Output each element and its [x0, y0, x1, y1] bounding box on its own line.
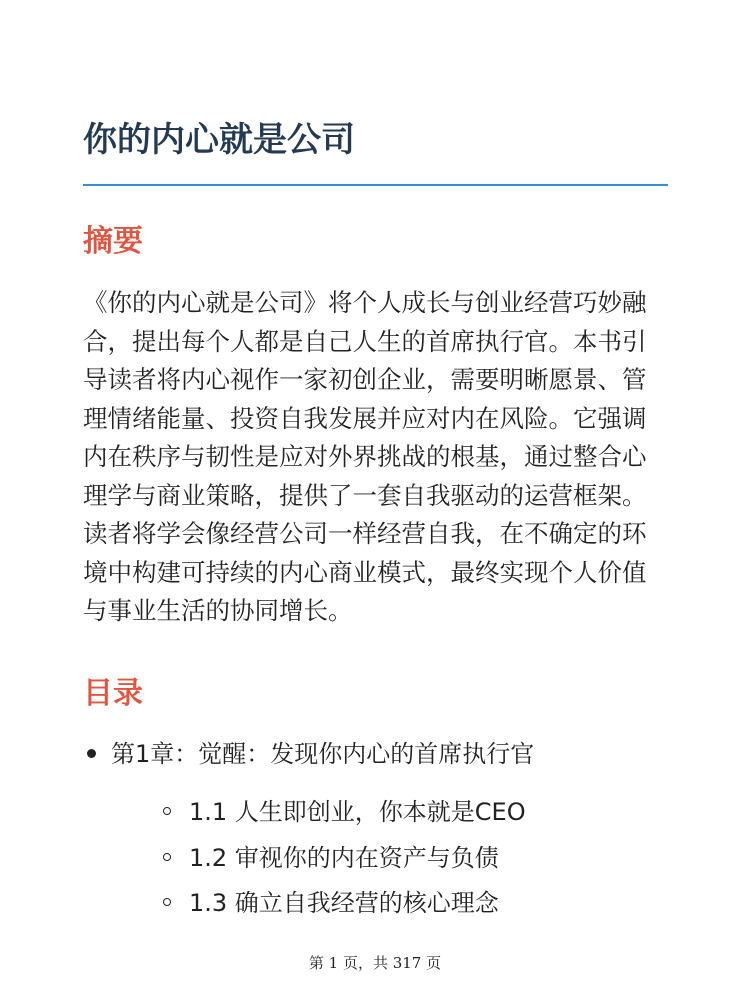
circle-bullet-icon [163, 807, 171, 815]
toc-heading: 目录 [83, 676, 143, 711]
toc-section-item[interactable] [189, 792, 526, 832]
toc-section-item[interactable] [189, 883, 499, 923]
title-divider [83, 184, 668, 186]
abstract-text: 《你的内心就是公司》将个人成长与创业经营巧妙融合，提出每个人都是自己人生的首席执行官。本书引导读者将内心视作一家初创企业，需要明晰愿景、管理情绪能量、投资自我发展并应对内在风险。它强调内在秩序与韧性是应对外界挑战的根基，通过整合心理学与商业策略，提供了一套自我驱动的运营框架。读者将学会像经营公司一样经营自我，在不确定的环境中构建可持续的内心商业模式，最终实现个人价值与事业生活的协同增长。 [83, 288, 647, 625]
disc-bullet-icon [87, 749, 96, 758]
circle-bullet-icon [163, 853, 171, 861]
toc-section-item[interactable] [189, 838, 499, 878]
toc-chapter-item[interactable] [111, 734, 534, 774]
toc-section-label: 1.3 确立自我经营的核心理念 [189, 889, 499, 917]
summary-heading: 摘要 [83, 224, 143, 259]
toc-section-label: 1.2 审视你的内在资产与负债 [189, 844, 499, 872]
toc-section-label: 1.1 人生即创业，你本就是CEO [189, 798, 526, 826]
page-title: 你的内心就是公司 [83, 120, 355, 160]
circle-bullet-icon [163, 898, 171, 906]
page-footer: 第 1 页，共 317 页 [308, 954, 442, 972]
toc-chapter-label: 第1章：觉醒：发现你内心的首席执行官 [111, 740, 535, 768]
